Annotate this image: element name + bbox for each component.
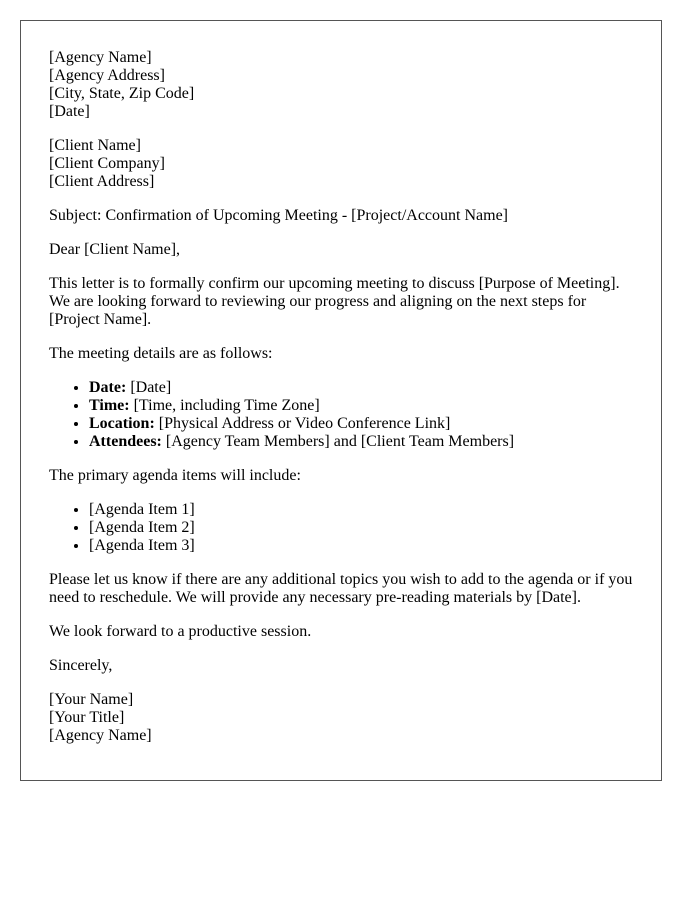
detail-item-location bbox=[89, 415, 633, 433]
signature-title: [Your Title] bbox=[49, 709, 125, 726]
closing-line: We look forward to a productive session. bbox=[49, 623, 312, 640]
signoff: Sincerely, bbox=[49, 657, 113, 674]
detail-value: [Time, including Time Zone] bbox=[133, 397, 320, 414]
recipient-company: [Client Company] bbox=[49, 155, 165, 172]
detail-value: [Date] bbox=[130, 379, 172, 396]
detail-item-date bbox=[89, 379, 633, 397]
detail-item-time bbox=[89, 397, 633, 415]
signature-agency: [Agency Name] bbox=[49, 727, 152, 744]
agenda-item: • [Agenda Item 1] bbox=[89, 501, 633, 519]
sender-block bbox=[49, 49, 633, 121]
signature-name: [Your Name] bbox=[49, 691, 134, 708]
sender-name: [Agency Name] bbox=[49, 49, 152, 66]
closing-paragraph: Please let us know if there are any additional topics you wish to add to the agenda or if you need to reschedule. We will provide any necessary pre-reading materials by [Date]. bbox=[49, 571, 633, 606]
detail-item-attendees bbox=[89, 433, 633, 451]
recipient-name: [Client Name] bbox=[49, 137, 141, 154]
intro-paragraph: This letter is to formally confirm our upcoming meeting to discuss [Purpose of Meeting]. We are looking forward to reviewing our progress and aligning on the next steps for [Project Name]. bbox=[49, 275, 620, 328]
subject-line: Subject: Confirmation of Upcoming Meeting - [Project/Account Name] bbox=[49, 207, 508, 224]
agenda-item: • [Agenda Item 2] bbox=[89, 519, 633, 537]
agenda-intro: The primary agenda items will include: bbox=[49, 467, 301, 484]
agenda-item: • [Agenda Item 3] bbox=[89, 537, 633, 555]
agenda-list bbox=[49, 501, 633, 555]
detail-label: Time: bbox=[89, 397, 130, 414]
detail-value: [Physical Address or Video Conference Link] bbox=[158, 415, 451, 432]
recipient-address: [Client Address] bbox=[49, 173, 155, 190]
detail-value: [Agency Team Members] and [Client Team Members] bbox=[165, 433, 515, 450]
sender-city: [City, State, Zip Code] bbox=[49, 85, 195, 102]
sender-address: [Agency Address] bbox=[49, 67, 165, 84]
detail-label: Location: bbox=[89, 415, 155, 432]
letter-page bbox=[20, 20, 662, 781]
salutation: Dear [Client Name], bbox=[49, 241, 181, 258]
meeting-details-list bbox=[49, 379, 633, 451]
recipient-block bbox=[49, 137, 633, 191]
detail-label: Attendees: bbox=[89, 433, 162, 450]
letter-date: [Date] bbox=[49, 103, 90, 120]
details-intro: The meeting details are as follows: bbox=[49, 345, 273, 362]
signature-block bbox=[49, 691, 633, 745]
detail-label: Date: bbox=[89, 379, 127, 396]
